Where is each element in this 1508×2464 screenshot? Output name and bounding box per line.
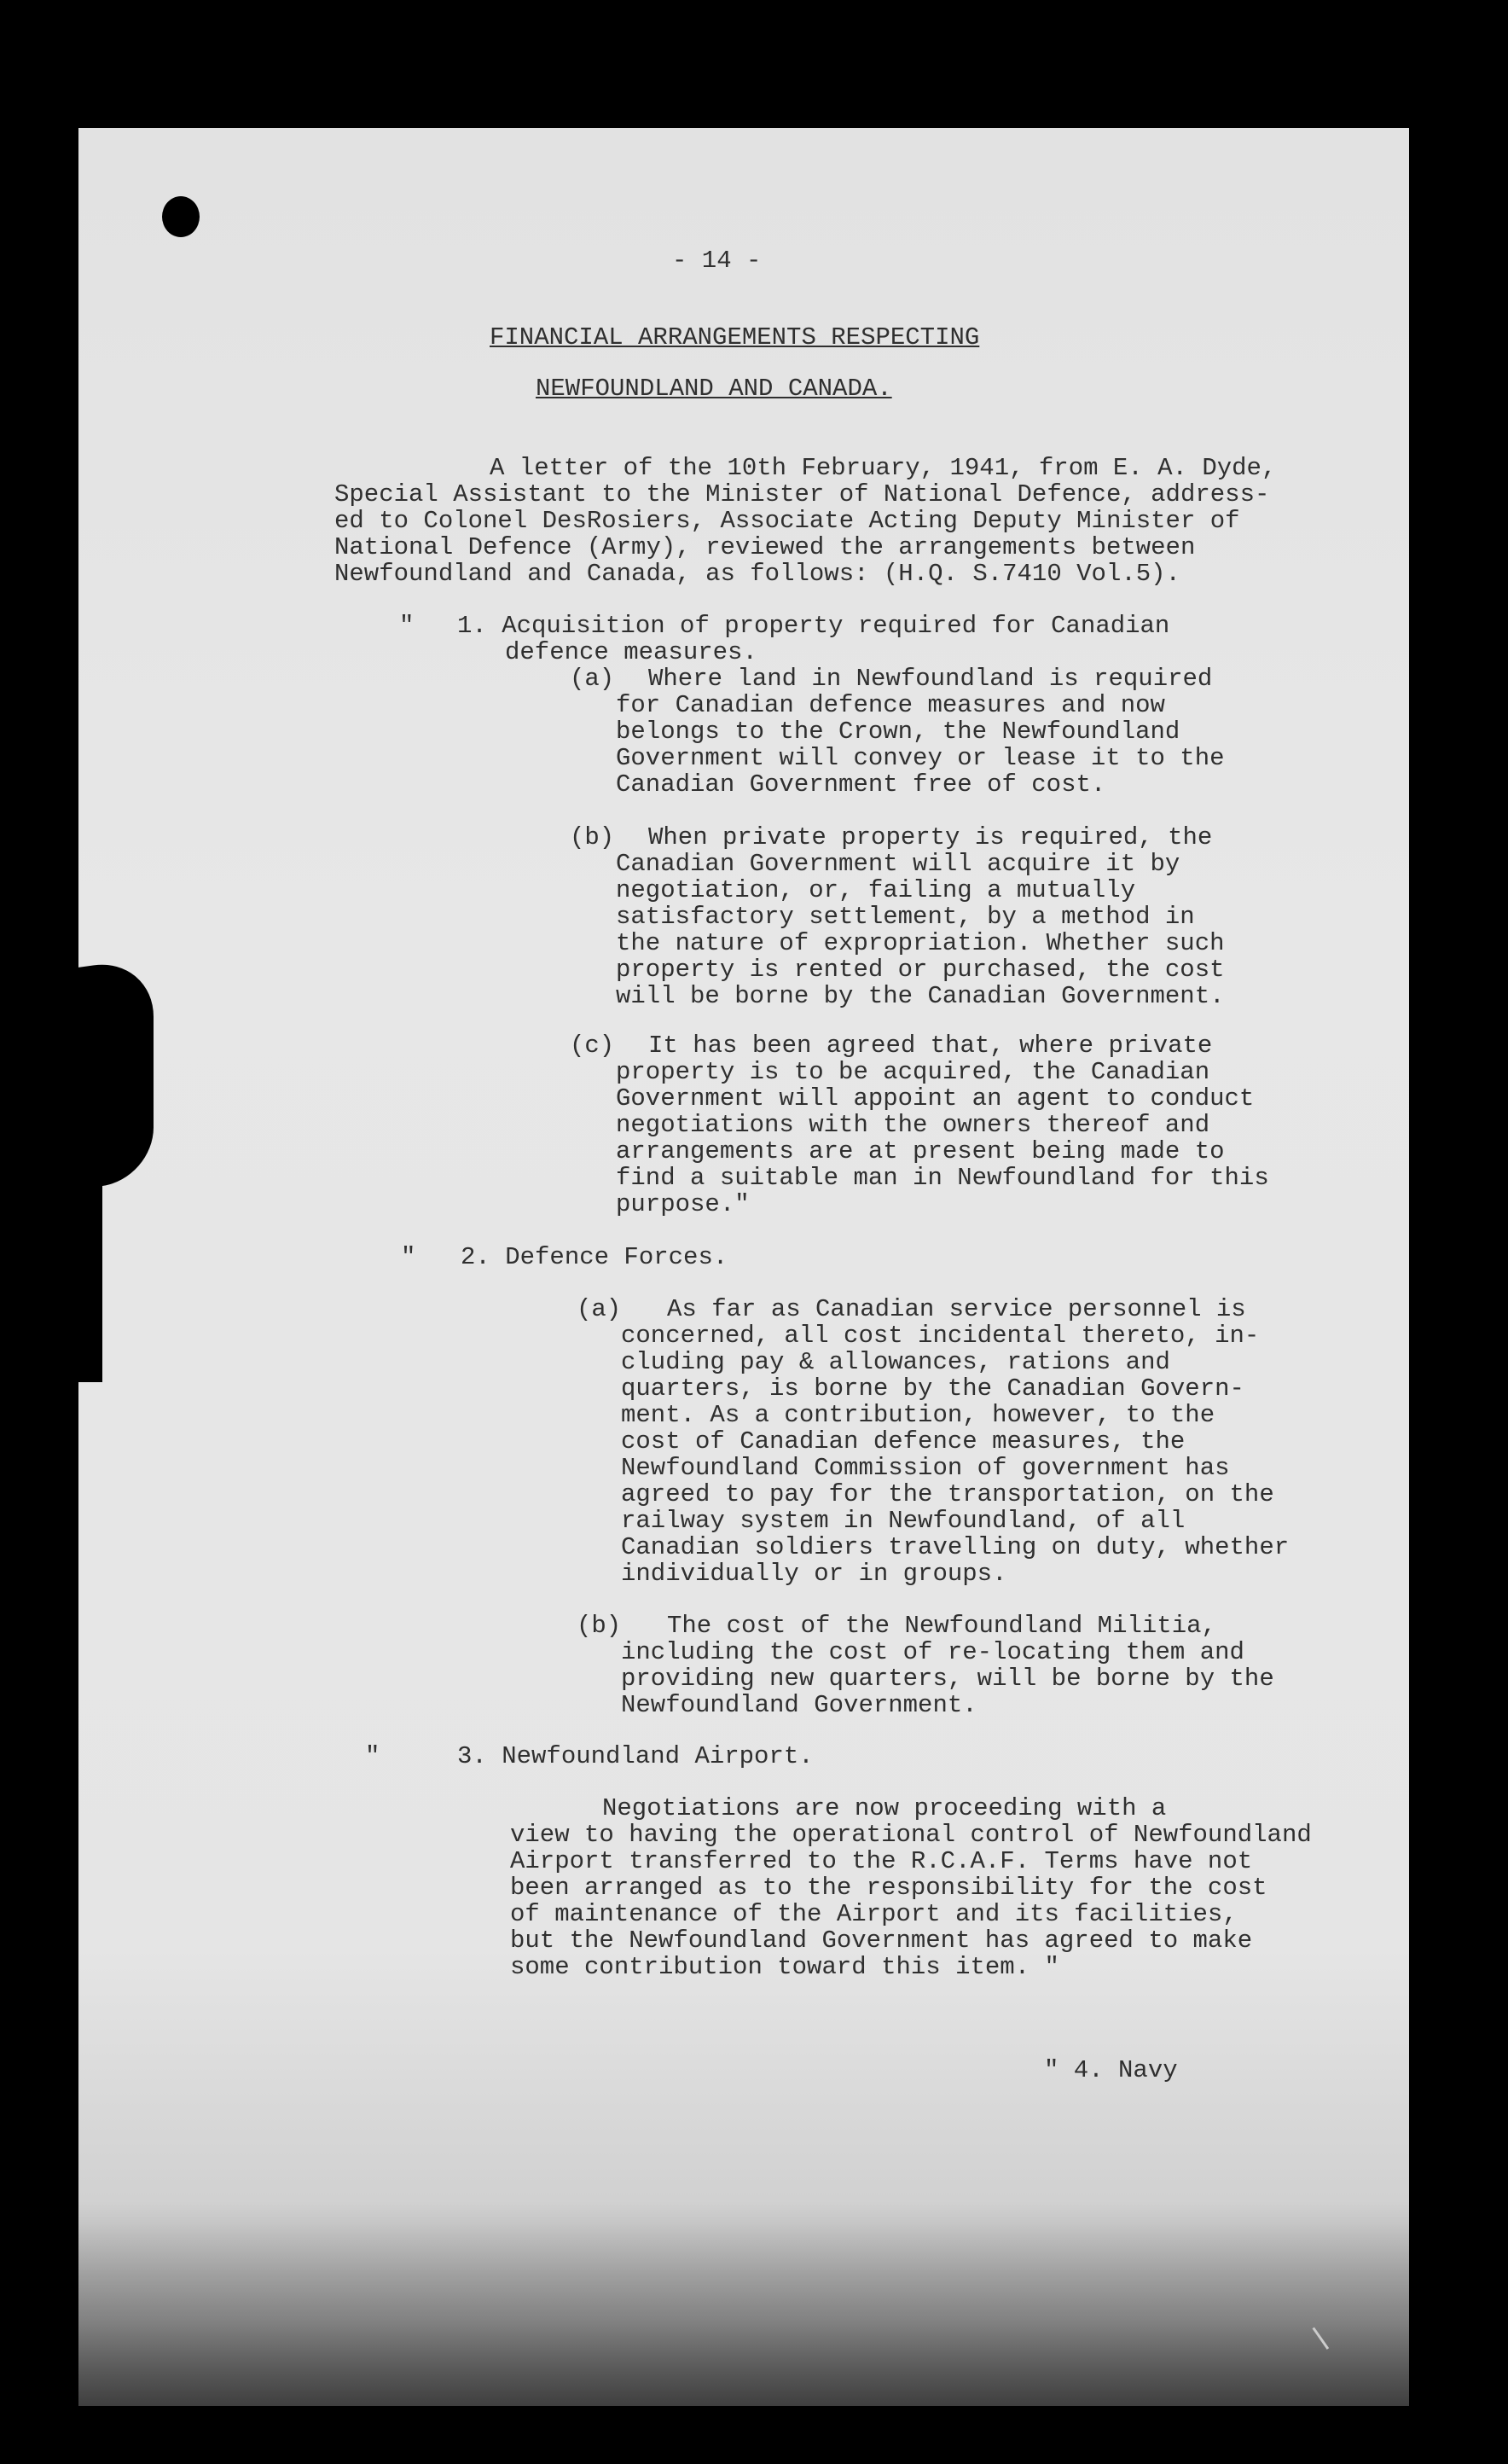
catchword: " 4. Navy <box>1044 2056 1178 2084</box>
item-1c-line: purpose." <box>616 1190 750 1218</box>
item-2a-line: concerned, all cost incidental thereto, in- <box>621 1322 1260 1350</box>
item-1b-line: the nature of expropriation. Whether such <box>616 929 1225 957</box>
item-1b-line: When private property is required, the <box>648 823 1213 851</box>
item-1b-line: will be borne by the Canadian Government. <box>616 982 1225 1010</box>
item-1c-line: find a suitable man in Newfoundland for this <box>616 1164 1269 1192</box>
item-2a-line: agreed to pay for the transportation, on the <box>621 1480 1274 1508</box>
item-2b-line: Newfoundland Government. <box>621 1691 977 1719</box>
item-1c-line: Government will appoint an agent to conduct <box>616 1084 1255 1113</box>
item-label-1a: (a) <box>570 665 615 693</box>
title-line-2: NEWFOUNDLAND AND CANADA. <box>536 375 892 403</box>
item-1b-line: property is rented or purchased, the cost <box>616 956 1225 984</box>
item-2b-line: The cost of the Newfoundland Militia, <box>667 1612 1216 1640</box>
section-3-heading: 3. Newfoundland Airport. <box>457 1742 814 1770</box>
item-1b-line: Canadian Government will acquire it by <box>616 850 1180 878</box>
item-1c-line: negotiations with the owners thereof and <box>616 1111 1210 1139</box>
item-label-2b: (b) <box>577 1612 622 1640</box>
section-2-quote: " <box>401 1243 416 1271</box>
intro-line: A letter of the 10th February, 1941, from E. A. Dyde, <box>490 454 1277 482</box>
item-2a-line: cost of Canadian defence measures, the <box>621 1427 1186 1456</box>
item-2a-line: Newfoundland Commission of government has <box>621 1454 1230 1482</box>
item-1a-line: Where land in Newfoundland is required <box>648 665 1213 693</box>
section-3-quote: " <box>365 1742 380 1770</box>
section-3-line: of maintenance of the Airport and its facilities, <box>510 1900 1238 1928</box>
intro-line: ed to Colonel DesRosiers, Associate Acting Deputy Minister of <box>334 507 1240 535</box>
intro-line: Newfoundland and Canada, as follows: (H.Q. S.7410 Vol.5). <box>334 560 1180 588</box>
section-1-quote: " <box>399 612 415 640</box>
item-2a-line: quarters, is borne by the Canadian Govern- <box>621 1374 1244 1403</box>
item-1b-line: satisfactory settlement, by a method in <box>616 903 1195 931</box>
intro-line: Special Assistant to the Minister of National Defence, address- <box>334 480 1270 508</box>
item-1a-line: Government will convey or lease it to the <box>616 744 1225 772</box>
item-label-1b: (b) <box>570 823 615 851</box>
item-2a-line: As far as Canadian service personnel is <box>667 1295 1246 1323</box>
item-2a-line: cluding pay & allowances, rations and <box>621 1348 1170 1376</box>
item-1b-line: negotiation, or, failing a mutually <box>616 876 1136 904</box>
section-3-line: view to having the operational control of Newfoundland <box>510 1821 1312 1849</box>
item-1a-line: Canadian Government free of cost. <box>616 770 1106 799</box>
page-number: - 14 - <box>672 247 762 275</box>
item-2a-line: individually or in groups. <box>621 1560 1007 1588</box>
item-label-1c: (c) <box>570 1032 615 1060</box>
item-1a-line: for Canadian defence measures and now <box>616 691 1165 719</box>
punch-hole <box>162 196 200 237</box>
item-1c-line: It has been agreed that, where private <box>648 1032 1213 1060</box>
title-line-1: FINANCIAL ARRANGEMENTS RESPECTING <box>490 323 980 352</box>
torn-edge-lower <box>51 1109 102 1382</box>
section-1-heading: 1. Acquisition of property required for Canadian <box>457 612 1170 640</box>
item-2a-line: ment. As a contribution, however, to the <box>621 1401 1215 1429</box>
item-2a-line: railway system in Newfoundland, of all <box>621 1507 1186 1535</box>
item-2b-line: providing new quarters, will be borne by the <box>621 1665 1274 1693</box>
section-3-line: Airport transferred to the R.C.A.F. Terms have not <box>510 1847 1253 1875</box>
item-1a-line: belongs to the Crown, the Newfoundland <box>616 718 1180 746</box>
item-2b-line: including the cost of re-locating them and <box>621 1638 1244 1666</box>
section-3-line: been arranged as to the responsibility for the cost <box>510 1874 1267 1902</box>
item-label-2a: (a) <box>577 1295 622 1323</box>
item-1c-line: property is to be acquired, the Canadian <box>616 1058 1210 1086</box>
section-3-line: Negotiations are now proceeding with a <box>602 1794 1167 1822</box>
intro-line: National Defence (Army), reviewed the arrangements between <box>334 533 1196 561</box>
item-1c-line: arrangements are at present being made to <box>616 1137 1225 1165</box>
section-3-line: some contribution toward this item. " <box>510 1953 1059 1981</box>
section-3-line: but the Newfoundland Government has agreed to make <box>510 1926 1253 1955</box>
item-2a-line: Canadian soldiers travelling on duty, whether <box>621 1533 1290 1561</box>
section-2-heading: 2. Defence Forces. <box>461 1243 728 1271</box>
section-1-heading-cont: defence measures. <box>505 638 757 666</box>
